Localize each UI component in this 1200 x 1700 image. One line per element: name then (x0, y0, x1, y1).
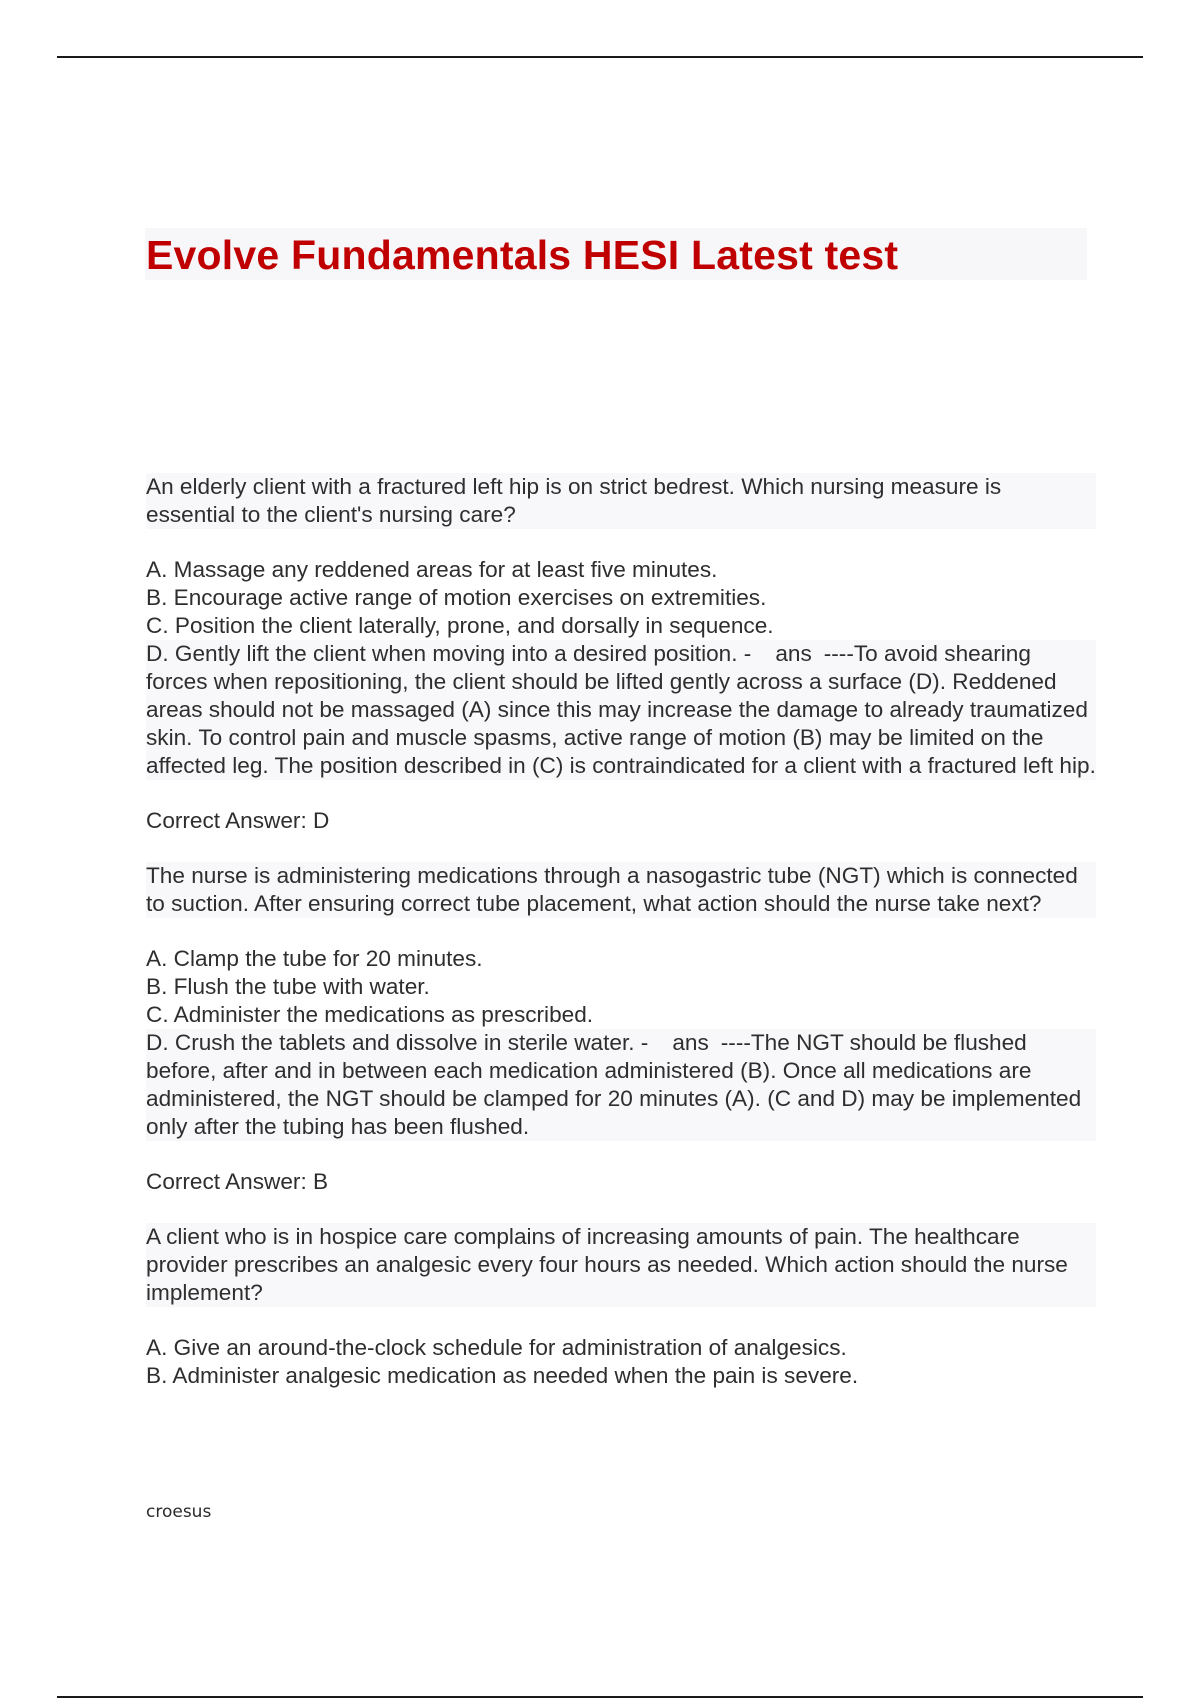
question-1-stem-text: An elderly client with a fractured left hip is on strict bedrest. Which nursing measure is essential to the client's nursing care? (146, 473, 1096, 529)
question-1-rationale: ----To avoid shearing forces when repositioning, the client should be lifted gently across a surface (D). Reddened areas should not be massaged (A) since this may increase the damage to already traumatized skin. To control pain and muscle spasms, active range of motion (B) may be limited on the affected leg. The position described in (C) is contraindicated for a client with a fractured left hip. (146, 641, 1096, 778)
question-2-option-d-with-rationale (146, 1029, 1096, 1141)
question-1-ans-label: ans (775, 641, 812, 666)
question-3-option-a: A. Give an around-the-clock schedule for administration of analgesics. (146, 1335, 847, 1360)
question-2-stem-text: The nurse is administering medications through a nasogastric tube (NGT) which is connected to suction. After ensuring correct tube placement, what action should the nurse take next? (146, 862, 1096, 918)
question-2-options (146, 945, 1096, 1141)
question-1-options (146, 556, 1096, 780)
question-2-correct-answer: Correct Answer: B (146, 1169, 329, 1194)
question-3-stem-text: A client who is in hospice care complains of increasing amounts of pain. The healthcare provider prescribes an analgesic every four hours as needed. Which action should the nurse implement? (146, 1223, 1096, 1307)
question-3-option-b: B. Administer analgesic medication as needed when the pain is severe. (146, 1363, 859, 1388)
question-1-option-a: A. Massage any reddened areas for at least five minutes. (146, 557, 718, 582)
top-rule (57, 56, 1143, 58)
question-1-option-c: C. Position the client laterally, prone, and dorsally in sequence. (146, 613, 774, 638)
question-1-option-d: D. Gently lift the client when moving into a desired position. - (146, 641, 752, 666)
question-2-rationale: ----The NGT should be flushed before, after and in between each medication administered (B). Once all medications are administered, the NGT should be clamped for 20 minutes (A). (C and D) may be implemented only after the tubing has been flushed. (146, 1030, 1082, 1139)
question-1-stem (146, 473, 1096, 529)
question-1-option-d-with-rationale (146, 640, 1096, 780)
question-2-option-d: D. Crush the tablets and dissolve in sterile water. - (146, 1030, 649, 1055)
document-title: Evolve Fundamentals HESI Latest test (146, 232, 899, 278)
question-1-option-b: B. Encourage active range of motion exercises on extremities. (146, 585, 767, 610)
document-body (146, 473, 1096, 1417)
question-2-option-b: B. Flush the tube with water. (146, 974, 430, 999)
question-2-ans-label: ans (672, 1030, 709, 1055)
question-2-option-a: A. Clamp the tube for 20 minutes. (146, 946, 483, 971)
bottom-rule (57, 1696, 1143, 1698)
question-2-stem (146, 862, 1096, 918)
question-1-correct-answer: Correct Answer: D (146, 808, 330, 833)
question-3-options (146, 1334, 1096, 1390)
footer-text: croesus (146, 1502, 212, 1522)
question-2-option-c: C. Administer the medications as prescribed. (146, 1002, 594, 1027)
question-3-stem (146, 1223, 1096, 1307)
